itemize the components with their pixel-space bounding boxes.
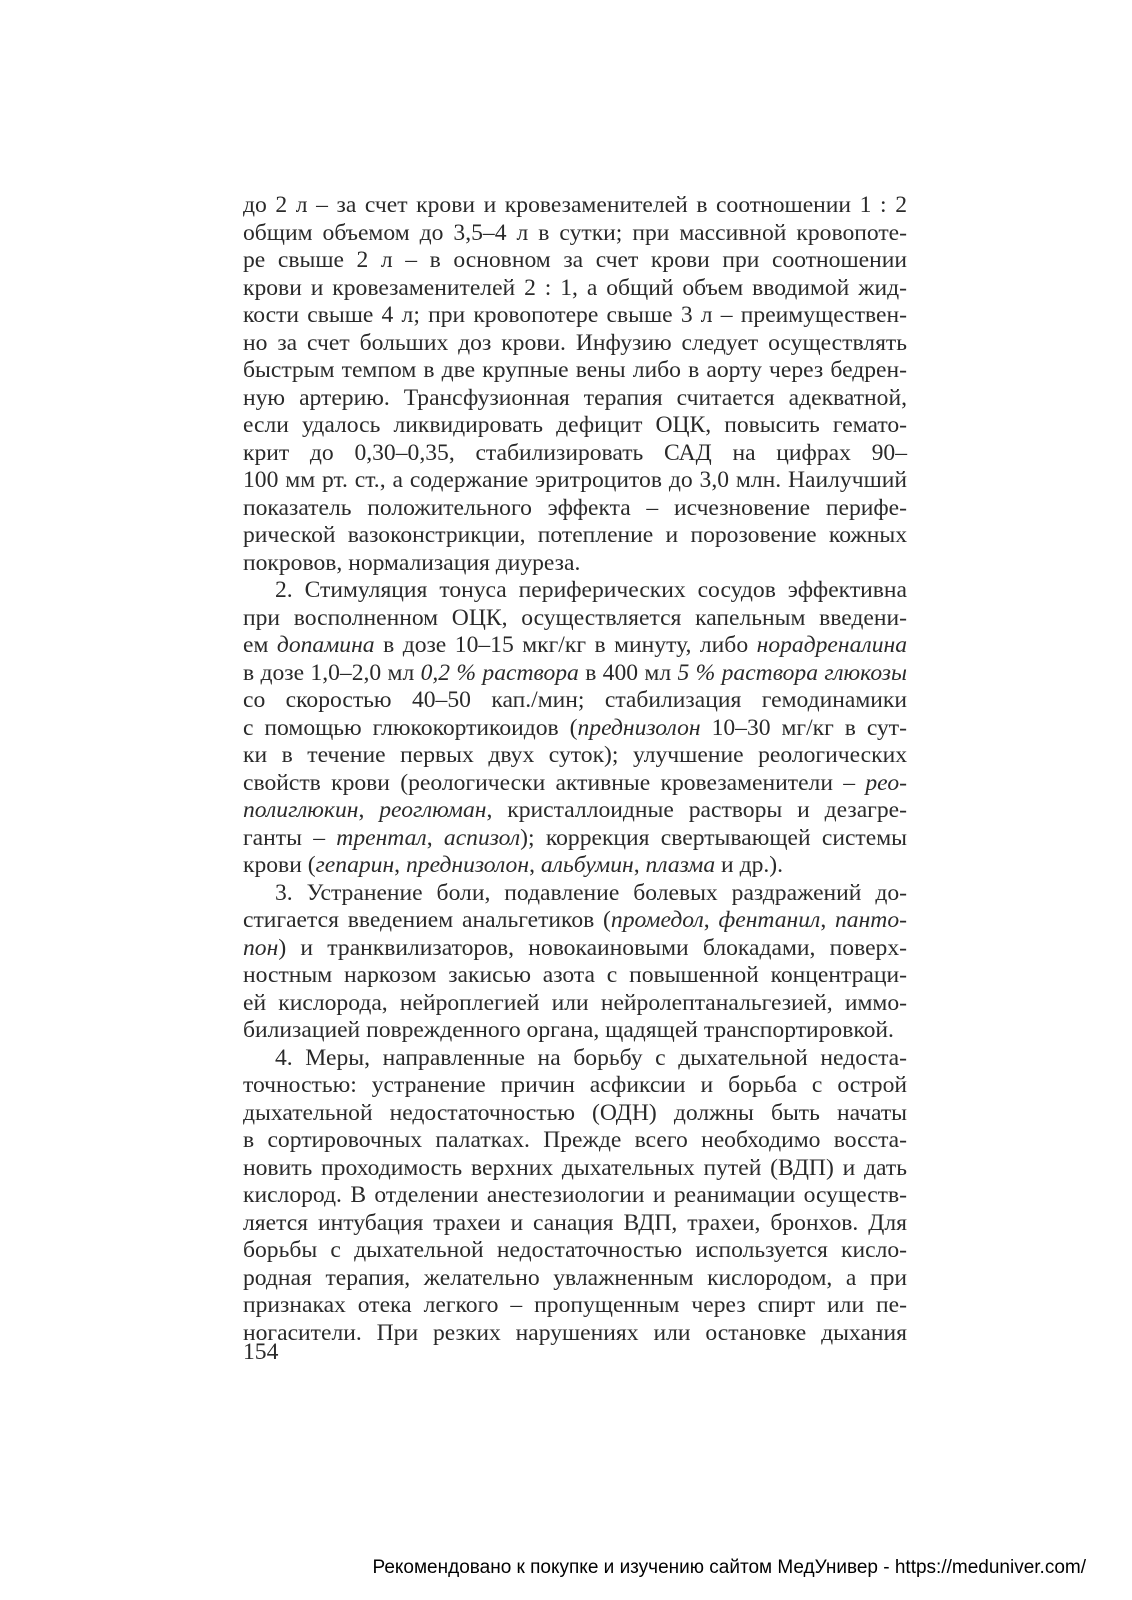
text-line: в дозе 1,0–2,0 мл 0,2 % раствора в 400 мл 5 % раствора глюкозы [243, 659, 907, 686]
drug-name-italic: преднизолон [405, 852, 530, 878]
text-line: крови и кровезаменителей 2 : 1, а общий объем вводимой жид- [243, 274, 907, 301]
text-line: крит до 0,30–0,35, стабилизировать САД на цифрах 90– [243, 439, 907, 466]
drug-name-italic: аспизол [443, 824, 521, 851]
text-line: пон) и транквилизаторов, новокаиновыми блокадами, поверх- [243, 934, 907, 961]
text-line: полиглюкин, реоглюман, кристаллоидные растворы и дезагре- [243, 797, 907, 823]
text-line: новить проходимость верхних дыхательных путей (ВДП) и дать [243, 1154, 907, 1181]
text-line: покровов, нормализация диуреза. [243, 549, 581, 576]
text-line: точностью: устранение причин асфиксии и борьба с острой [243, 1072, 907, 1098]
text-line: ем допамина в дозе 10–15 мкг/кг в минуту, либо норадреналина [243, 632, 907, 658]
drug-name-italic: допамина [276, 632, 375, 658]
text-line: ре свыше 2 л – в основном за счет крови при соотношении [243, 247, 907, 273]
text-line: рической вазоконстрикции, потепление и порозовение кожных [243, 522, 907, 548]
page-number: 154 [243, 1339, 279, 1365]
text-line: 4. Меры, направленные на борьбу с дыхательной недоста- [275, 1044, 907, 1071]
text-line: до 2 л – за счет крови и кровезаменителей в соотношении 1 : 2 [243, 192, 907, 218]
drug-name-italic: плазма [645, 852, 716, 878]
text-line: борьбы с дыхательной недостаточностью используется кисло- [243, 1237, 907, 1263]
drug-name-italic: фентанил [718, 907, 821, 933]
text-line: дыхательной недостаточностью (ОДН) должны быть начаты [243, 1099, 907, 1126]
text-line: показатель положительного эффекта – исчезновение перифе- [243, 494, 907, 521]
drug-name-italic: промедол [610, 907, 704, 933]
text-line: свойств крови (реологически активные кровезаменители – рео- [243, 769, 907, 796]
text-line: билизацией поврежденного органа, щадящей транспортировкой. [243, 1017, 894, 1043]
drug-name-italic: панто- [835, 907, 907, 933]
text-line: ганты – трентал, аспизол); коррекция свертывающей системы [243, 824, 907, 851]
drug-name-italic: 5 % раствора глюкозы [677, 659, 907, 686]
text-line: 100 мм рт. ст., а содержание эритроцитов до 3,0 млн. Наилучший [243, 467, 907, 493]
drug-name-italic: норадреналина [756, 632, 907, 658]
text-line: если удалось ликвидировать дефицит ОЦК, повысить гемато- [243, 412, 907, 438]
text-line: ную артерию. Трансфузионная терапия считается адекватной, [243, 384, 907, 411]
drug-name-italic: пон [243, 934, 279, 961]
text-line: общим объемом до 3,5–4 л в сутки; при массивной кровопоте- [243, 219, 907, 246]
text-line: быстрым темпом в две крупные вены либо в аорту через бедрен- [243, 357, 907, 383]
text-line: крови (гепарин, преднизолон, альбумин, плазма и др.). [243, 852, 784, 878]
footer-recommendation: Рекомендовано к покупке и изучению сайтом МедУнивер - https://meduniver.com/ [372, 1557, 1086, 1578]
drug-name-italic: полиглюкин [243, 797, 359, 823]
text-line: кислород. В отделении анестезиологии и реанимации осуществ- [243, 1182, 907, 1208]
drug-name-italic: рео- [865, 769, 907, 796]
body-text [243, 192, 907, 1347]
text-line: кости свыше 4 л; при кровопотере свыше 3 л – преимуществен- [243, 302, 907, 328]
text-line: стигается введением анальгетиков (промедол, фентанил, панто- [243, 907, 907, 933]
drug-name-italic: трентал [336, 824, 427, 851]
drug-name-italic: гепарин [315, 852, 395, 878]
text-line: признаках отека легкого – пропущенным через спирт или пе- [243, 1292, 907, 1318]
text-line: ки в течение первых двух суток); улучшение реологических [243, 742, 907, 768]
drug-name-italic: преднизолон [577, 714, 701, 741]
text-line: при восполненном ОЦК, осуществляется капельным введени- [243, 604, 907, 631]
drug-name-italic: альбумин [540, 852, 634, 878]
text-line: со скоростью 40–50 кап./мин; стабилизация гемодинамики [243, 687, 907, 713]
text-line: но за счет больших доз крови. Инфузию следует осуществлять [243, 329, 907, 356]
drug-name-italic: реоглюман [379, 797, 487, 823]
text-line: ногасители. При резких нарушениях или остановке дыхания [243, 1319, 907, 1346]
text-line: в сортировочных палатках. Прежде всего необходимо восста- [243, 1127, 907, 1153]
text-line: ляется интубация трахеи и санация ВДП, трахеи, бронхов. Для [243, 1209, 907, 1236]
text-line: родная терапия, желательно увлажненным кислородом, а при [243, 1264, 907, 1291]
text-line: ей кислорода, нейроплегией или нейролептанальгезией, иммо- [243, 989, 907, 1016]
text-line: ностным наркозом закисью азота с повышенной концентраци- [243, 962, 907, 988]
text-line: 2. Стимуляция тонуса периферических сосудов эффективна [275, 577, 907, 603]
drug-name-italic: 0,2 % раствора [420, 659, 579, 686]
text-line: 3. Устранение боли, подавление болевых раздражений до- [275, 879, 907, 906]
text-line: с помощью глюкокортикоидов (преднизолон 10–30 мг/кг в сут- [243, 714, 907, 741]
